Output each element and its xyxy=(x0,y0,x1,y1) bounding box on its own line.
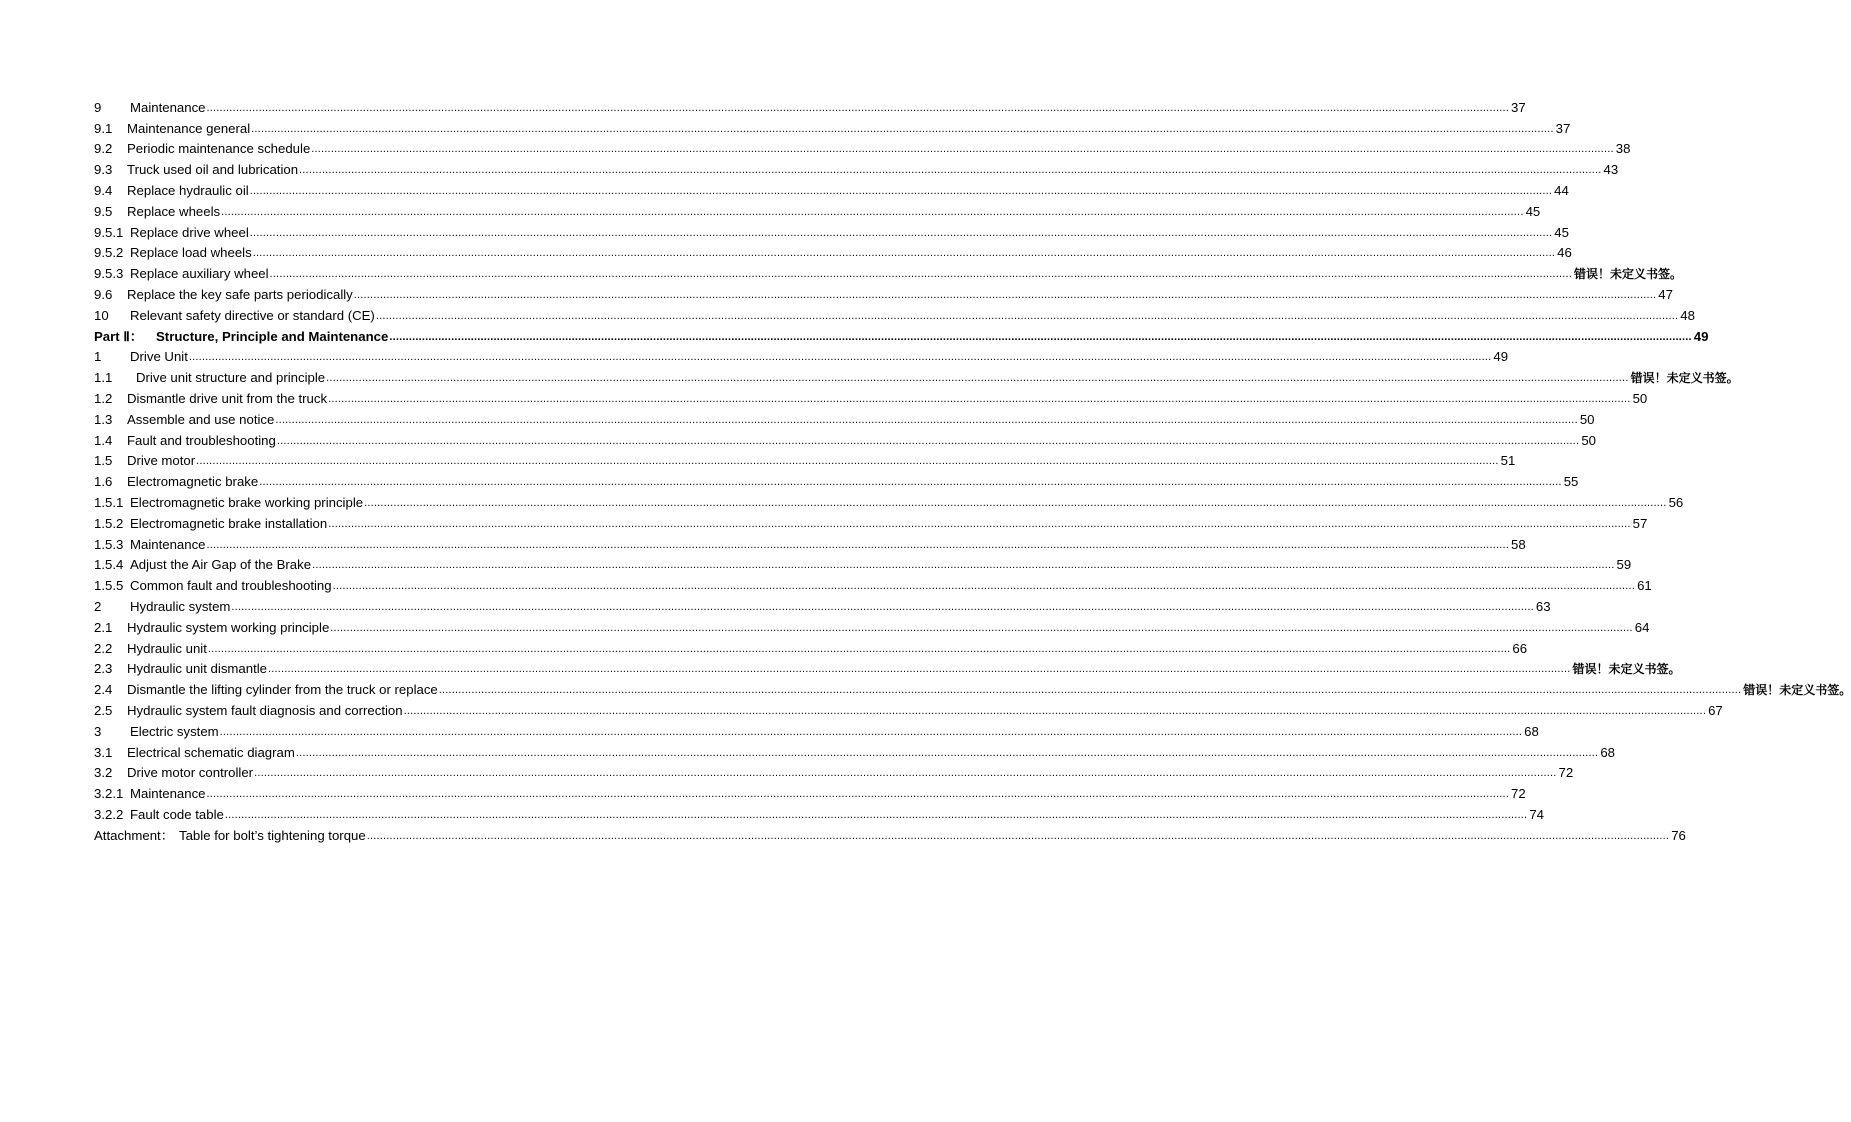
dot-leader: ................................................................................................................................................................................................................................................................................................................................................................................................................ xyxy=(295,746,1599,759)
toc-entry-title: Hydraulic system fault diagnosis and correction xyxy=(127,702,403,718)
toc-entry-page: 72 xyxy=(1510,786,1526,802)
toc-entry-page: 68 xyxy=(1524,723,1539,739)
toc-entry-title: Truck used oil and lubrication xyxy=(127,162,299,178)
toc-entry[interactable] xyxy=(94,823,1686,844)
dot-leader: ................................................................................................................................................................................................................................................................................................................................................................................................................ xyxy=(207,642,1511,655)
toc-entry-number: 3.1 xyxy=(94,744,113,760)
toc-entry-number: 1.5 xyxy=(94,453,113,469)
toc-entry[interactable] xyxy=(94,178,1569,199)
toc-entry-page: 45 xyxy=(1525,203,1541,219)
toc-entry[interactable] xyxy=(94,657,1681,678)
toc-entry-title: Hydraulic unit xyxy=(127,640,207,656)
toc-entry-page: 43 xyxy=(1603,162,1619,178)
toc-entry-title: Replace wheels xyxy=(127,203,221,219)
dot-leader: ................................................................................................................................................................................................................................................................................................................................................................................................................ xyxy=(206,538,1509,551)
toc-entry-title: Table for bolt’s tightening torque xyxy=(179,827,366,843)
toc-entry-title: Adjust the Air Gap of the Brake xyxy=(130,557,312,573)
toc-entry[interactable] xyxy=(94,365,1739,386)
toc-entry-title: Dismantle drive unit from the truck xyxy=(127,390,328,406)
toc-entry-number: 1 xyxy=(94,349,102,365)
toc-entry[interactable] xyxy=(94,553,1632,574)
toc-entry-title: Replace hydraulic oil xyxy=(127,182,249,198)
toc-entry-number: 2.4 xyxy=(94,682,113,698)
toc-entry[interactable] xyxy=(94,802,1544,823)
toc-entry-page-error: 错误！未定义书签。 xyxy=(1574,267,1683,282)
toc-entry-page: 74 xyxy=(1529,806,1544,822)
toc-entry[interactable] xyxy=(94,781,1526,802)
toc-entry[interactable] xyxy=(94,345,1509,366)
toc-entry-title: Hydraulic system xyxy=(130,598,231,614)
toc-entry-number: 9.1 xyxy=(94,120,113,136)
toc-entry[interactable] xyxy=(94,636,1528,657)
dot-leader: ................................................................................................................................................................................................................................................................................................................................................................................................................ xyxy=(332,580,1636,593)
dot-leader: ................................................................................................................................................................................................................................................................................................................................................................................................................ xyxy=(206,101,1509,114)
toc-entry-page: 64 xyxy=(1634,619,1650,635)
toc-entry[interactable] xyxy=(94,116,1571,137)
toc-entry-title: Electromagnetic brake xyxy=(127,474,259,490)
toc-entry-page-error: 错误！未定义书签。 xyxy=(1630,371,1739,386)
toc-entry[interactable] xyxy=(94,449,1516,470)
toc-entry-title: Hydraulic unit dismantle xyxy=(127,661,267,677)
toc-entry[interactable] xyxy=(94,532,1526,553)
toc-entry-number: 9.4 xyxy=(94,182,113,198)
toc-entry-number: 3.2 xyxy=(94,765,113,781)
toc-entry-number: 1.5.4 xyxy=(94,557,124,573)
toc-entry-number: 2.5 xyxy=(94,702,113,718)
toc-entry-title: Replace auxiliary wheel xyxy=(130,266,269,282)
toc-entry-number: 1.2 xyxy=(94,390,113,406)
toc-entry-page: 49 xyxy=(1693,328,1709,344)
dot-leader: ................................................................................................................................................................................................................................................................................................................................................................................................................ xyxy=(249,226,1553,239)
toc-entry-title: Replace the key safe parts periodically xyxy=(127,286,353,302)
toc-entry-number: 9.5.2 xyxy=(94,245,124,261)
toc-entry-page: 55 xyxy=(1563,474,1579,490)
toc-entry[interactable] xyxy=(94,677,1851,698)
toc-entry-number: 9.6 xyxy=(94,286,113,302)
dot-leader: ................................................................................................................................................................................................................................................................................................................................................................................................................ xyxy=(312,559,1615,572)
toc-entry-page: 68 xyxy=(1600,744,1615,760)
toc-entry-title: Replace drive wheel xyxy=(130,224,249,240)
toc-entry-page: 38 xyxy=(1615,141,1631,157)
toc-entry-number: 1.3 xyxy=(94,411,113,427)
toc-entry-page: 48 xyxy=(1680,307,1695,323)
dot-leader: ................................................................................................................................................................................................................................................................................................................................................................................................................ xyxy=(389,330,1692,343)
toc-entry[interactable] xyxy=(94,241,1572,262)
toc-entry-number: 2.3 xyxy=(94,661,113,677)
toc-entry-title: Structure, Principle and Maintenance xyxy=(156,328,389,344)
toc-entry[interactable] xyxy=(94,719,1539,740)
toc-entry-title: Maintenance xyxy=(130,786,206,802)
toc-entry-number: 9 xyxy=(94,99,102,115)
toc-entry-title: Electromagnetic brake installation xyxy=(130,515,328,531)
toc-entry-number: 2.1 xyxy=(94,619,113,635)
toc-entry[interactable] xyxy=(94,740,1615,761)
toc-entry-page: 59 xyxy=(1616,557,1632,573)
toc-entry-page: 49 xyxy=(1493,349,1509,365)
dot-leader: ................................................................................................................................................................................................................................................................................................................................................................................................................ xyxy=(366,829,1670,842)
toc-entry[interactable] xyxy=(94,386,1648,407)
toc-entry-page: 50 xyxy=(1632,390,1648,406)
toc-entry[interactable] xyxy=(94,157,1619,178)
dot-leader: ................................................................................................................................................................................................................................................................................................................................................................................................................ xyxy=(219,725,1523,738)
toc-entry-title: Maintenance xyxy=(130,99,206,115)
toc-entry-page: 76 xyxy=(1671,827,1686,843)
toc-entry[interactable] xyxy=(94,220,1569,241)
toc-entry-page: 56 xyxy=(1668,494,1684,510)
toc-entry-number: 3.2.2 xyxy=(94,806,124,822)
dot-leader: ................................................................................................................................................................................................................................................................................................................................................................................................................ xyxy=(438,684,1742,697)
dot-leader: ................................................................................................................................................................................................................................................................................................................................................................................................................ xyxy=(259,476,1562,489)
toc-entry[interactable] xyxy=(94,490,1684,511)
toc-entry-title: Fault code table xyxy=(130,806,224,822)
toc-entry-number: 1.5.5 xyxy=(94,578,124,594)
toc-entry-page-error: 错误！未定义书签。 xyxy=(1572,662,1681,677)
dot-leader: ................................................................................................................................................................................................................................................................................................................................................................................................................ xyxy=(330,621,1633,634)
toc-entry-number: 1.5.3 xyxy=(94,536,124,552)
dot-leader: ................................................................................................................................................................................................................................................................................................................................................................................................................ xyxy=(326,372,1629,385)
toc-entry-title: Drive motor controller xyxy=(127,765,254,781)
toc-entry-number: Attachment： xyxy=(94,827,174,843)
toc-entry-page: 61 xyxy=(1637,578,1652,594)
dot-leader: ................................................................................................................................................................................................................................................................................................................................................................................................................ xyxy=(311,143,1614,156)
toc-entry[interactable] xyxy=(94,282,1673,303)
toc-entry-page: 51 xyxy=(1500,453,1516,469)
toc-entry-title: Hydraulic system working principle xyxy=(127,619,330,635)
dot-leader: ................................................................................................................................................................................................................................................................................................................................................................................................................ xyxy=(224,808,1528,821)
dot-leader: ................................................................................................................................................................................................................................................................................................................................................................................................................ xyxy=(269,268,1573,281)
toc-entry[interactable] xyxy=(94,324,1709,345)
dot-leader: ................................................................................................................................................................................................................................................................................................................................................................................................................ xyxy=(221,205,1524,218)
toc-entry[interactable] xyxy=(94,594,1551,615)
toc-entry-number: 2 xyxy=(94,598,102,614)
dot-leader: ................................................................................................................................................................................................................................................................................................................................................................................................................ xyxy=(188,351,1492,364)
toc-entry-number: 2.2 xyxy=(94,640,113,656)
toc-entry-number: 9.3 xyxy=(94,162,113,178)
toc-entry[interactable] xyxy=(94,761,1574,782)
toc-entry[interactable] xyxy=(94,95,1526,116)
toc-entry[interactable] xyxy=(94,407,1595,428)
toc-entry-page: 50 xyxy=(1581,432,1596,448)
dot-leader: ................................................................................................................................................................................................................................................................................................................................................................................................................ xyxy=(231,600,1534,613)
toc-entry-title: Assemble and use notice xyxy=(127,411,275,427)
toc-entry-number: 9.5.3 xyxy=(94,266,124,282)
dot-leader: ................................................................................................................................................................................................................................................................................................................................................................................................................ xyxy=(251,122,1554,135)
toc-entry-title: Electric system xyxy=(130,723,219,739)
toc-entry[interactable] xyxy=(94,615,1650,636)
toc-entry[interactable] xyxy=(94,573,1652,594)
toc-entry-number: 1.4 xyxy=(94,432,113,448)
table-of-contents xyxy=(94,95,1851,844)
dot-leader: ................................................................................................................................................................................................................................................................................................................................................................................................................ xyxy=(206,788,1509,801)
toc-entry-page: 72 xyxy=(1558,765,1574,781)
toc-entry-page: 50 xyxy=(1579,411,1595,427)
toc-entry-title: Maintenance general xyxy=(127,120,251,136)
toc-entry-number: 3 xyxy=(94,723,102,739)
toc-entry-number: 1.1 xyxy=(94,370,113,386)
toc-entry-title: Dismantle the lifting cylinder from the truck or replace xyxy=(127,682,438,698)
toc-entry-page: 37 xyxy=(1555,120,1571,136)
toc-entry-title: Maintenance xyxy=(130,536,206,552)
toc-entry-title: Replace load wheels xyxy=(130,245,252,261)
toc-entry-number: Part Ⅱ： xyxy=(94,328,143,344)
toc-entry[interactable] xyxy=(94,698,1723,719)
dot-leader: ................................................................................................................................................................................................................................................................................................................................................................................................................ xyxy=(353,288,1657,301)
dot-leader: ................................................................................................................................................................................................................................................................................................................................................................................................................ xyxy=(249,184,1553,197)
toc-entry-page: 67 xyxy=(1708,702,1723,718)
toc-entry-title: Drive unit structure and principle xyxy=(136,370,326,386)
toc-entry-number: 1.5.1 xyxy=(94,494,124,510)
dot-leader: ................................................................................................................................................................................................................................................................................................................................................................................................................ xyxy=(275,413,1578,426)
toc-entry[interactable] xyxy=(94,261,1683,282)
dot-leader: ................................................................................................................................................................................................................................................................................................................................................................................................................ xyxy=(276,434,1580,447)
toc-entry-number: 9.2 xyxy=(94,141,113,157)
toc-entry-page: 46 xyxy=(1557,245,1572,261)
toc-entry-title: Common fault and troubleshooting xyxy=(130,578,332,594)
toc-entry-number: 1.5.2 xyxy=(94,515,124,531)
toc-entry-page: 63 xyxy=(1535,598,1551,614)
toc-entry-title: Electromagnetic brake working principle xyxy=(130,494,364,510)
toc-entry[interactable] xyxy=(94,137,1631,158)
toc-entry-page: 45 xyxy=(1554,224,1569,240)
toc-entry-page-error: 错误！未定义书签。 xyxy=(1743,683,1851,698)
dot-leader: ................................................................................................................................................................................................................................................................................................................................................................................................................ xyxy=(254,767,1557,780)
toc-entry-title: Relevant safety directive or standard (CE) xyxy=(130,307,375,323)
dot-leader: ................................................................................................................................................................................................................................................................................................................................................................................................................ xyxy=(403,704,1707,717)
toc-entry[interactable] xyxy=(94,199,1541,220)
toc-entry-page: 58 xyxy=(1510,536,1526,552)
toc-entry-number: 9.5 xyxy=(94,203,113,219)
dot-leader: ................................................................................................................................................................................................................................................................................................................................................................................................................ xyxy=(328,392,1631,405)
dot-leader: ................................................................................................................................................................................................................................................................................................................................................................................................................ xyxy=(364,496,1667,509)
toc-entry[interactable] xyxy=(94,428,1596,449)
toc-entry-title: Drive Unit xyxy=(130,349,188,365)
toc-entry-page: 44 xyxy=(1554,182,1569,198)
toc-entry-number: 10 xyxy=(94,307,109,323)
toc-entry[interactable] xyxy=(94,303,1695,324)
toc-entry-number: 1.6 xyxy=(94,474,113,490)
dot-leader: ................................................................................................................................................................................................................................................................................................................................................................................................................ xyxy=(328,517,1631,530)
toc-entry-page: 37 xyxy=(1510,99,1526,115)
toc-entry-number: 3.2.1 xyxy=(94,786,124,802)
toc-entry-title: Periodic maintenance schedule xyxy=(127,141,311,157)
dot-leader: ................................................................................................................................................................................................................................................................................................................................................................................................................ xyxy=(196,455,1499,468)
toc-entry[interactable] xyxy=(94,511,1648,532)
dot-leader: ................................................................................................................................................................................................................................................................................................................................................................................................................ xyxy=(268,663,1571,676)
toc-entry-number: 9.5.1 xyxy=(94,224,124,240)
toc-entry-title: Electrical schematic diagram xyxy=(127,744,295,760)
dot-leader: ................................................................................................................................................................................................................................................................................................................................................................................................................ xyxy=(299,164,1602,177)
toc-entry-title: Drive motor xyxy=(127,453,196,469)
toc-entry-page: 57 xyxy=(1632,515,1648,531)
toc-entry-title: Fault and troubleshooting xyxy=(127,432,276,448)
toc-entry-page: 66 xyxy=(1512,640,1528,656)
dot-leader: ................................................................................................................................................................................................................................................................................................................................................................................................................ xyxy=(252,247,1556,260)
toc-entry[interactable] xyxy=(94,469,1579,490)
dot-leader: ................................................................................................................................................................................................................................................................................................................................................................................................................ xyxy=(375,309,1679,322)
toc-entry-page: 47 xyxy=(1658,286,1673,302)
